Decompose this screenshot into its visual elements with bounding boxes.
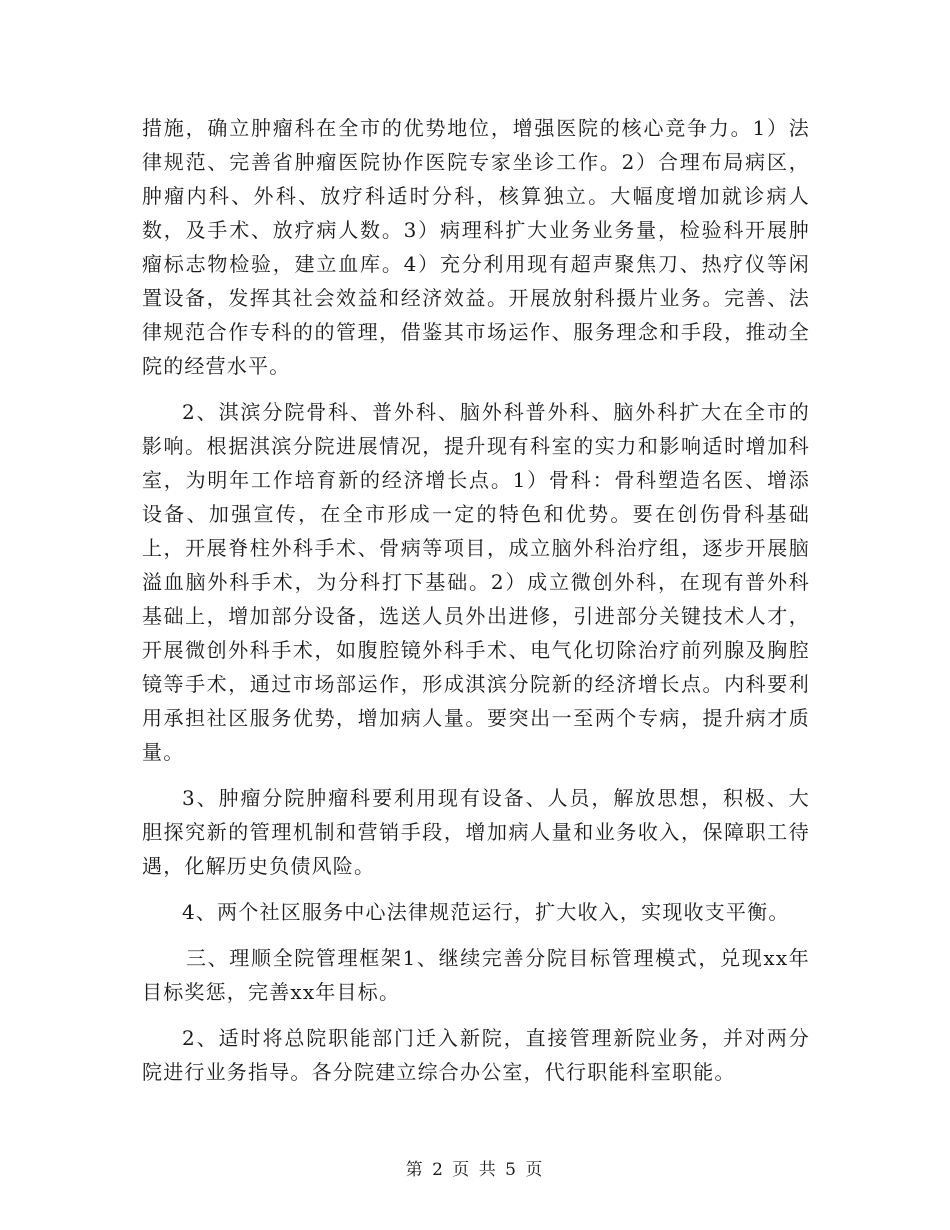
paragraph-qibin-branch: 2、淇滨分院骨科、普外科、脑外科普外科、脑外科扩大在全市的影响。根据淇滨分院进展情况，提升现有科室的实力和影响适时增加科室，为明年工作培育新的经济增长点。1）骨科：骨科塑造名医、增添设备、加强宣传，在全市形成一定的特色和优势。要在创伤骨科基础上，开展脊柱外科手术、骨病等项目，成立脑外科治疗组，逐步开展脑溢血脑外科手术，为分科打下基础。2）成立微创外科，在现有普外科基础上，增加部分设备，选送人员外出进修，引进部分关键技术人才，开展微创外科手术，如腹腔镜外科手术、电气化切除治疗前列腺及胸腔镜等手术，通过市场部运作，形成淇滨分院新的经济增长点。内科要利用承担社区服务优势，增加病人量。要突出一至两个专病，提升病才质量。: [142, 400, 810, 764]
page-number-footer: 第 2 页 共 5 页: [405, 1160, 545, 1180]
paragraph-functional-departments: 2、适时将总院职能部门迁入新院，直接管理新院业务，并对两分院进行业务指导。各分院建立综合办公室，代行职能科室职能。: [142, 1026, 810, 1084]
paragraph-management-framework: 三、理顺全院管理框架1、继续完善分院目标管理模式，兑现xx年目标奖惩，完善xx年目标。: [142, 946, 810, 1004]
paragraph-community-centers: 4、两个社区服务中心法律规范运行，扩大收入，实现收支平衡。: [182, 900, 790, 924]
document-body: [142, 111, 810, 1101]
paragraph-continuation: 措施，确立肿瘤科在全市的优势地位，增强医院的核心竞争力。1）法律规范、完善省肿瘤医院协作医院专家坐诊工作。2）合理布局病区，肿瘤内科、外科、放疗科适时分科，核算独立。大幅度增加就诊病人数，及手术、放疗病人数。3）病理科扩大业务业务量，检验科开展肿瘤标志物检验，建立血库。4）充分利用现有超声聚焦刀、热疗仪等闲置设备，发挥其社会效益和经济效益。开展放射科摄片业务。完善、法律规范合作专科的的管理，借鉴其市场运作、服务理念和手段，推动全院的经营水平。: [142, 116, 810, 378]
paragraph-oncology-branch: 3、肿瘤分院肿瘤科要利用现有设备、人员，解放思想，积极、大胆探究新的管理机制和营销手段，增加病人量和业务收入，保障职工待遇，化解历史负债风险。: [142, 786, 810, 878]
